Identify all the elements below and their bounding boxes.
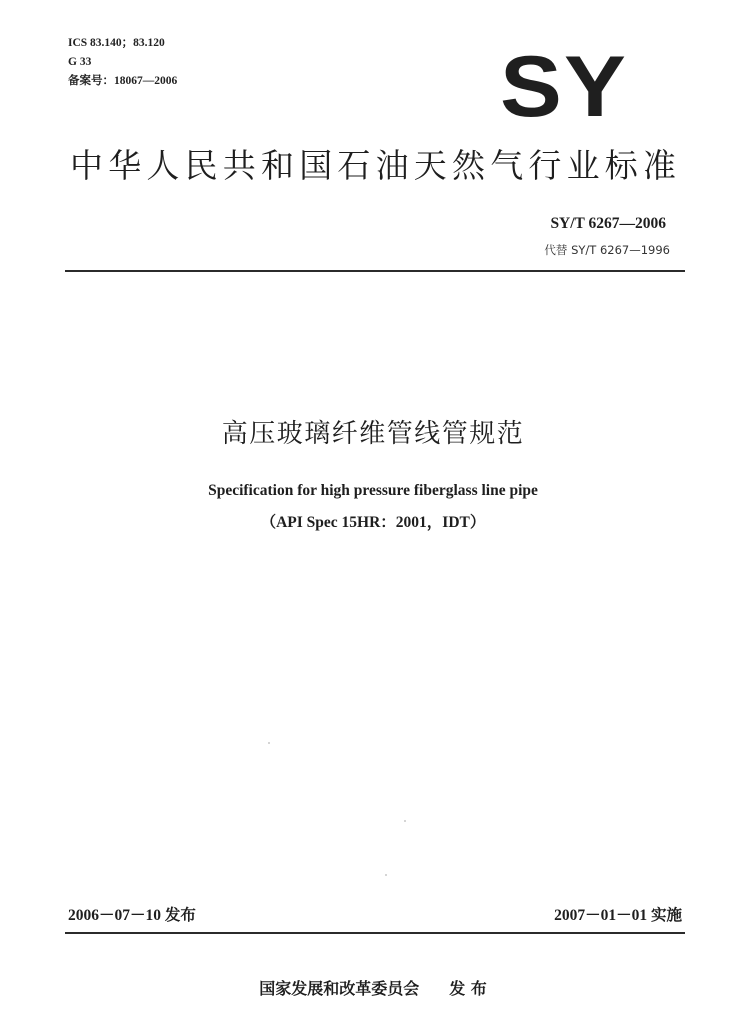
issuer-action: 发 布: [449, 979, 487, 998]
document-title-zh: 高压玻璃纤维管线管规范: [221, 419, 525, 449]
sy-logo: [498, 48, 630, 124]
scan-speck: [404, 820, 406, 822]
ccs-code: G 33: [68, 56, 92, 68]
equivalence-reference: （API Spec 15HR：2001，IDT）: [260, 514, 486, 531]
filing-number: 备案号：18067—2006: [68, 75, 178, 87]
scan-speck: [385, 874, 387, 876]
top-divider: [65, 270, 685, 272]
bottom-divider: [65, 932, 685, 934]
document-title-en: Specification for high pressure fiberglass line pipe: [208, 482, 538, 499]
ics-code: ICS 83.140；83.120: [68, 37, 165, 49]
replaces-standard: 代替 SY/T 6267—1996: [544, 243, 670, 257]
standard-number: SY/T 6267—2006: [550, 215, 666, 232]
scan-speck: [268, 742, 270, 744]
standard-category: 中华人民共和国石油天然气行业标准: [70, 146, 682, 185]
issuing-authority: [0, 976, 746, 999]
implementation-date: 2007－01－01 实施: [554, 907, 682, 924]
issuer-name: 国家发展和改革委员会: [259, 979, 420, 998]
classification-block: [68, 34, 177, 91]
svg-text:SY: SY: [500, 48, 628, 124]
issue-date: 2006－07－10 发布: [68, 907, 196, 924]
